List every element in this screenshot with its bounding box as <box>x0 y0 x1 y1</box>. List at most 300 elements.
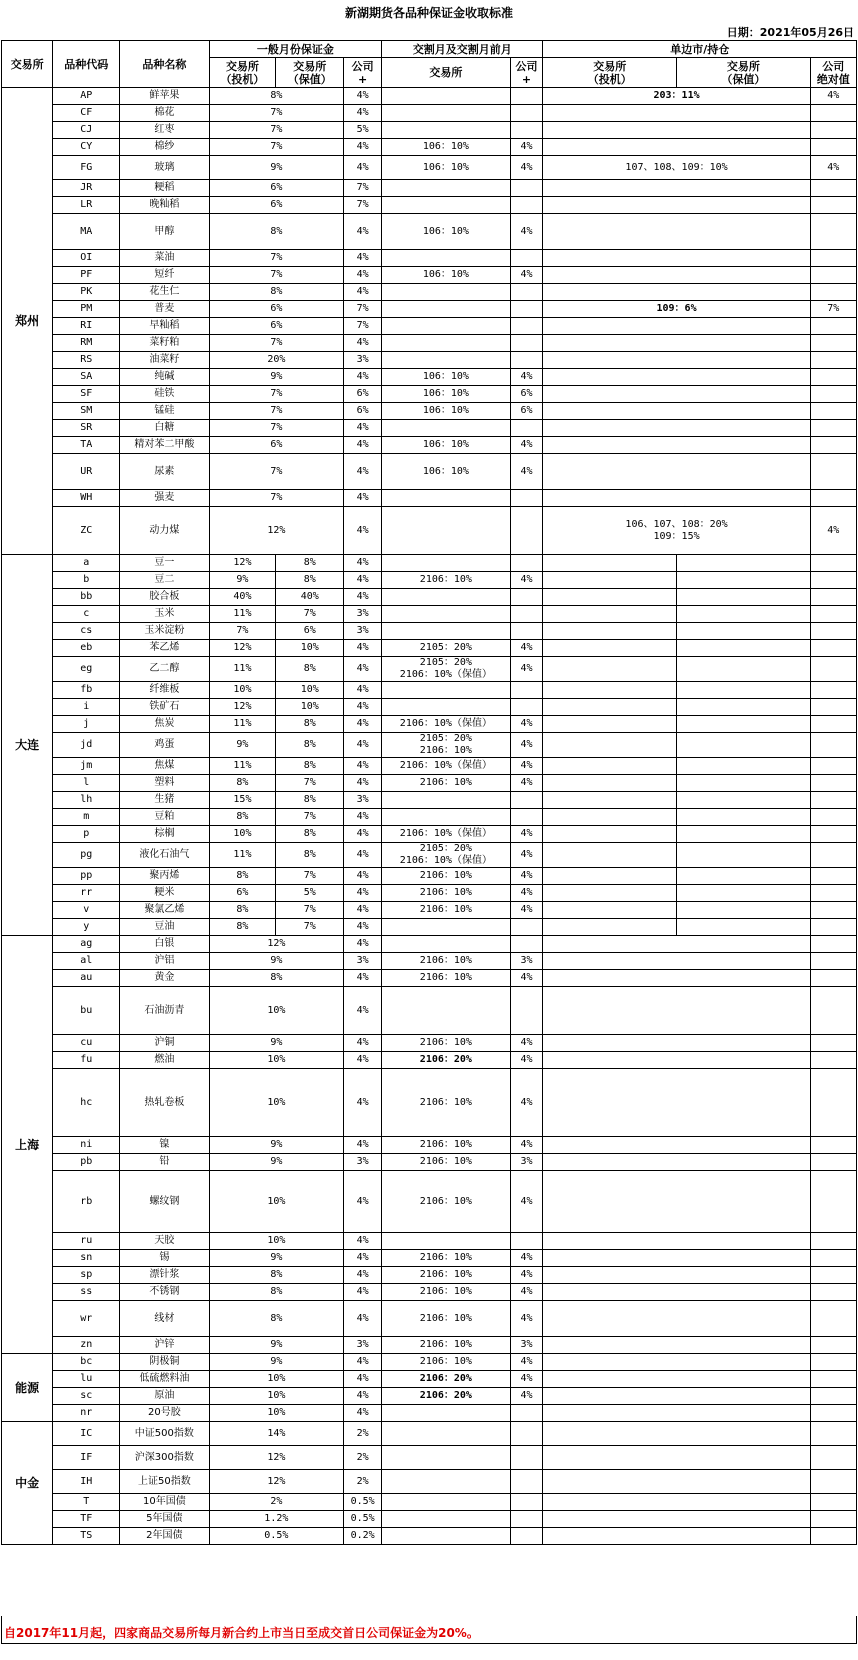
delivery-exchange-cell <box>382 180 510 197</box>
spec-margin-cell: 11% <box>209 758 276 775</box>
unilateral-company-cell <box>810 180 856 197</box>
unilateral-company-cell <box>810 1267 856 1284</box>
hedge-margin-cell: 8% <box>276 555 344 572</box>
unilateral-company-cell <box>810 437 856 454</box>
unilateral-company-cell <box>810 403 856 420</box>
company-plus-cell: 0.5% <box>344 1511 382 1528</box>
exchange-margin-cell: 7% <box>209 267 344 284</box>
spec-margin-cell: 9% <box>209 572 276 589</box>
delivery-company-cell: 4% <box>510 572 543 589</box>
delivery-exchange-cell: 2106：10% <box>382 902 510 919</box>
exchange-margin-cell: 8% <box>209 284 344 301</box>
unilateral-exchange-cell <box>543 970 810 987</box>
company-plus-cell: 4% <box>344 775 382 792</box>
name-cell: 粳米 <box>120 885 209 902</box>
delivery-company-cell: 3% <box>510 1337 543 1354</box>
code-cell: sp <box>53 1267 120 1284</box>
table-row <box>2 1337 857 1354</box>
code-cell: zn <box>53 1337 120 1354</box>
unilateral-company-cell <box>810 733 856 758</box>
unilateral-spec-cell <box>543 919 677 936</box>
company-plus-cell: 6% <box>344 403 382 420</box>
unilateral-company-cell <box>810 420 856 437</box>
name-cell: 鸡蛋 <box>120 733 209 758</box>
exchange-margin-cell: 7% <box>209 335 344 352</box>
code-cell: m <box>53 809 120 826</box>
table-row <box>2 335 857 352</box>
company-plus-cell: 4% <box>344 699 382 716</box>
name-cell: 豆二 <box>120 572 209 589</box>
unilateral-company-cell <box>810 1137 856 1154</box>
table-row <box>2 1422 857 1446</box>
code-cell: cs <box>53 623 120 640</box>
name-cell: 玻璃 <box>120 156 209 180</box>
unilateral-company-cell <box>810 623 856 640</box>
table-row <box>2 657 857 682</box>
table-row <box>2 953 857 970</box>
table-row <box>2 1267 857 1284</box>
code-cell: AP <box>53 88 120 105</box>
table-row <box>2 1388 857 1405</box>
delivery-company-cell <box>510 1405 543 1422</box>
company-plus-cell: 7% <box>344 318 382 335</box>
name-cell: 纤维板 <box>120 682 209 699</box>
company-plus-cell: 4% <box>344 555 382 572</box>
spec-margin-cell: 15% <box>209 792 276 809</box>
header-unilateral-hedge: 交易所 （保值） <box>677 58 811 88</box>
unilateral-exchange-cell <box>543 1422 810 1446</box>
unilateral-company-cell <box>810 1528 856 1545</box>
company-plus-cell: 6% <box>344 386 382 403</box>
code-cell: RS <box>53 352 120 369</box>
company-plus-cell: 4% <box>344 267 382 284</box>
delivery-company-cell <box>510 420 543 437</box>
hedge-margin-cell: 7% <box>276 868 344 885</box>
unilateral-company-cell <box>810 267 856 284</box>
delivery-exchange-cell <box>382 1470 510 1494</box>
unilateral-exchange-cell <box>543 1137 810 1154</box>
table-row <box>2 843 857 868</box>
table-row <box>2 699 857 716</box>
table-row <box>2 1284 857 1301</box>
company-plus-cell: 7% <box>344 180 382 197</box>
table-row <box>2 1494 857 1511</box>
name-cell: 20号胶 <box>120 1405 209 1422</box>
table-row <box>2 589 857 606</box>
company-plus-cell: 0.5% <box>344 1494 382 1511</box>
table-row <box>2 105 857 122</box>
delivery-exchange-cell: 106：10% <box>382 437 510 454</box>
name-cell: 动力煤 <box>120 507 209 555</box>
unilateral-company-cell <box>810 139 856 156</box>
delivery-exchange-cell: 2106：10% <box>382 1035 510 1052</box>
name-cell: 菜籽粕 <box>120 335 209 352</box>
code-cell: LR <box>53 197 120 214</box>
code-cell: rb <box>53 1171 120 1233</box>
name-cell: 原油 <box>120 1388 209 1405</box>
delivery-company-cell: 4% <box>510 885 543 902</box>
company-plus-cell: 4% <box>344 970 382 987</box>
delivery-exchange-cell <box>382 1446 510 1470</box>
unilateral-company-cell <box>810 1446 856 1470</box>
table-row <box>2 1446 857 1470</box>
table-row <box>2 1511 857 1528</box>
unilateral-exchange-cell <box>543 1069 810 1137</box>
unilateral-hedge-cell <box>677 775 811 792</box>
unilateral-exchange-cell <box>543 1494 810 1511</box>
delivery-company-cell: 4% <box>510 1301 543 1337</box>
delivery-exchange-cell <box>382 507 510 555</box>
unilateral-exchange-cell <box>543 1354 810 1371</box>
delivery-company-cell: 4% <box>510 1354 543 1371</box>
name-cell: 沪锌 <box>120 1337 209 1354</box>
code-cell: SM <box>53 403 120 420</box>
unilateral-exchange-cell <box>543 1171 810 1233</box>
unilateral-spec-cell <box>543 826 677 843</box>
delivery-company-cell <box>510 809 543 826</box>
code-cell: ag <box>53 936 120 953</box>
unilateral-spec-cell <box>543 792 677 809</box>
code-cell: c <box>53 606 120 623</box>
name-cell: 胶合板 <box>120 589 209 606</box>
delivery-exchange-cell <box>382 301 510 318</box>
unilateral-company-cell <box>810 369 856 386</box>
header-company-plus: 公司 + <box>344 58 382 88</box>
header-general-margin: 一般月份保证金 <box>209 41 382 58</box>
spec-margin-cell: 8% <box>209 809 276 826</box>
delivery-exchange-cell: 2105：20% 2106：10%（保值） <box>382 843 510 868</box>
name-cell: 液化石油气 <box>120 843 209 868</box>
header-exchange-spec: 交易所 （投机） <box>209 58 276 88</box>
company-plus-cell: 3% <box>344 953 382 970</box>
company-plus-cell: 4% <box>344 214 382 250</box>
unilateral-hedge-cell <box>677 826 811 843</box>
name-cell: 短纤 <box>120 267 209 284</box>
unilateral-hedge-cell <box>677 657 811 682</box>
code-cell: hc <box>53 1069 120 1137</box>
unilateral-spec-cell <box>543 699 677 716</box>
code-cell: fu <box>53 1052 120 1069</box>
delivery-exchange-cell: 2106：10%（保值） <box>382 758 510 775</box>
delivery-exchange-cell: 2106：10% <box>382 970 510 987</box>
delivery-exchange-cell: 2106：20% <box>382 1371 510 1388</box>
table-row <box>2 180 857 197</box>
unilateral-exchange-cell <box>543 197 810 214</box>
unilateral-exchange-cell <box>543 250 810 267</box>
unilateral-exchange-cell <box>543 936 810 953</box>
unilateral-company-cell <box>810 318 856 335</box>
unilateral-spec-cell <box>543 809 677 826</box>
code-cell: T <box>53 1494 120 1511</box>
spec-margin-cell: 8% <box>209 868 276 885</box>
delivery-exchange-cell: 2105：20% 2106：10% <box>382 733 510 758</box>
company-plus-cell: 4% <box>344 936 382 953</box>
unilateral-exchange-cell <box>543 1405 810 1422</box>
unilateral-exchange-cell <box>543 1154 810 1171</box>
table-row <box>2 640 857 657</box>
hedge-margin-cell: 7% <box>276 902 344 919</box>
exchange-margin-cell: 12% <box>209 1470 344 1494</box>
unilateral-hedge-cell <box>677 809 811 826</box>
unilateral-company-cell <box>810 1494 856 1511</box>
company-plus-cell: 4% <box>344 420 382 437</box>
unilateral-hedge-cell <box>677 606 811 623</box>
table-row <box>2 1171 857 1233</box>
table-row <box>2 267 857 284</box>
spec-margin-cell: 12% <box>209 640 276 657</box>
delivery-company-cell <box>510 122 543 139</box>
unilateral-exchange-cell <box>543 437 810 454</box>
exchange-margin-cell: 7% <box>209 490 344 507</box>
exchange-margin-cell: 10% <box>209 1405 344 1422</box>
exchange-cell: 大连 <box>2 555 53 936</box>
company-plus-cell: 4% <box>344 335 382 352</box>
hedge-margin-cell: 10% <box>276 640 344 657</box>
delivery-exchange-cell <box>382 682 510 699</box>
table-row <box>2 88 857 105</box>
spec-margin-cell: 6% <box>209 885 276 902</box>
table-row <box>2 758 857 775</box>
company-plus-cell: 4% <box>344 885 382 902</box>
unilateral-company-cell <box>810 1371 856 1388</box>
unilateral-exchange-cell <box>543 454 810 490</box>
unilateral-exchange-cell <box>543 1446 810 1470</box>
code-cell: FG <box>53 156 120 180</box>
exchange-margin-cell: 9% <box>209 156 344 180</box>
table-row <box>2 386 857 403</box>
code-cell: ru <box>53 1233 120 1250</box>
unilateral-hedge-cell <box>677 555 811 572</box>
name-cell: 线材 <box>120 1301 209 1337</box>
name-cell: 聚丙烯 <box>120 868 209 885</box>
name-cell: 菜油 <box>120 250 209 267</box>
name-cell: 乙二醇 <box>120 657 209 682</box>
unilateral-spec-cell <box>543 716 677 733</box>
unilateral-hedge-cell <box>677 572 811 589</box>
name-cell: 2年国债 <box>120 1528 209 1545</box>
unilateral-exchange-cell <box>543 284 810 301</box>
code-cell: nr <box>53 1405 120 1422</box>
exchange-margin-cell: 7% <box>209 420 344 437</box>
unilateral-company-cell <box>810 885 856 902</box>
company-plus-cell: 4% <box>344 1267 382 1284</box>
company-plus-cell: 4% <box>344 640 382 657</box>
table-row <box>2 1354 857 1371</box>
table-row <box>2 1301 857 1337</box>
name-cell: 不锈钢 <box>120 1284 209 1301</box>
unilateral-company-cell <box>810 1405 856 1422</box>
unilateral-company-cell <box>810 284 856 301</box>
unilateral-company-cell <box>810 682 856 699</box>
spec-margin-cell: 8% <box>209 902 276 919</box>
unilateral-company-cell <box>810 775 856 792</box>
unilateral-company-cell <box>810 589 856 606</box>
table-row <box>2 122 857 139</box>
delivery-company-cell <box>510 1233 543 1250</box>
exchange-margin-cell: 9% <box>209 1154 344 1171</box>
company-plus-cell: 4% <box>344 1250 382 1267</box>
unilateral-exchange-cell <box>543 1267 810 1284</box>
delivery-exchange-cell <box>382 936 510 953</box>
delivery-company-cell: 4% <box>510 1388 543 1405</box>
company-plus-cell: 4% <box>344 1388 382 1405</box>
code-cell: pp <box>53 868 120 885</box>
delivery-company-cell <box>510 1422 543 1446</box>
delivery-company-cell: 4% <box>510 826 543 843</box>
exchange-margin-cell: 10% <box>209 1233 344 1250</box>
unilateral-hedge-cell <box>677 589 811 606</box>
header-delivery-month: 交割月及交割月前月 <box>382 41 543 58</box>
company-plus-cell: 4% <box>344 454 382 490</box>
unilateral-company-cell <box>810 606 856 623</box>
exchange-margin-cell: 9% <box>209 953 344 970</box>
name-cell: 石油沥青 <box>120 987 209 1035</box>
code-cell: fb <box>53 682 120 699</box>
unilateral-hedge-cell <box>677 843 811 868</box>
code-cell: PK <box>53 284 120 301</box>
delivery-company-cell: 4% <box>510 1171 543 1233</box>
delivery-company-cell <box>510 335 543 352</box>
exchange-margin-cell: 9% <box>209 1035 344 1052</box>
company-plus-cell: 4% <box>344 437 382 454</box>
delivery-exchange-cell: 106：10% <box>382 214 510 250</box>
code-cell: jm <box>53 758 120 775</box>
code-cell: eg <box>53 657 120 682</box>
code-cell: UR <box>53 454 120 490</box>
header-delivery-company: 公司 + <box>510 58 543 88</box>
code-cell: a <box>53 555 120 572</box>
unilateral-exchange-cell <box>543 987 810 1035</box>
exchange-margin-cell: 7% <box>209 122 344 139</box>
exchange-margin-cell: 8% <box>209 1267 344 1284</box>
name-cell: 铁矿石 <box>120 699 209 716</box>
name-cell: 玉米淀粉 <box>120 623 209 640</box>
unilateral-company-cell <box>810 1388 856 1405</box>
unilateral-spec-cell <box>543 623 677 640</box>
company-plus-cell: 3% <box>344 606 382 623</box>
exchange-margin-cell: 9% <box>209 1337 344 1354</box>
delivery-company-cell <box>510 1511 543 1528</box>
unilateral-exchange-cell <box>543 1470 810 1494</box>
company-plus-cell: 4% <box>344 105 382 122</box>
unilateral-exchange-cell <box>543 1371 810 1388</box>
table-row <box>2 1405 857 1422</box>
unilateral-company-cell: 4% <box>810 156 856 180</box>
delivery-exchange-cell <box>382 606 510 623</box>
name-cell: 焦煤 <box>120 758 209 775</box>
company-plus-cell: 7% <box>344 197 382 214</box>
code-cell: PF <box>53 267 120 284</box>
spec-margin-cell: 11% <box>209 657 276 682</box>
company-plus-cell: 4% <box>344 657 382 682</box>
spec-margin-cell: 8% <box>209 919 276 936</box>
hedge-margin-cell: 10% <box>276 682 344 699</box>
company-plus-cell: 4% <box>344 868 382 885</box>
company-plus-cell: 4% <box>344 758 382 775</box>
code-cell: au <box>53 970 120 987</box>
unilateral-hedge-cell <box>677 919 811 936</box>
delivery-exchange-cell: 2106：10% <box>382 1069 510 1137</box>
delivery-exchange-cell <box>382 1494 510 1511</box>
exchange-margin-cell: 1.2% <box>209 1511 344 1528</box>
name-cell: 沪深300指数 <box>120 1446 209 1470</box>
company-plus-cell: 4% <box>344 139 382 156</box>
code-cell: b <box>53 572 120 589</box>
unilateral-hedge-cell <box>677 716 811 733</box>
delivery-company-cell <box>510 589 543 606</box>
spec-margin-cell: 12% <box>209 699 276 716</box>
company-plus-cell: 4% <box>344 843 382 868</box>
name-cell: 聚氯乙烯 <box>120 902 209 919</box>
table-row <box>2 775 857 792</box>
code-cell: SF <box>53 386 120 403</box>
company-plus-cell: 4% <box>344 826 382 843</box>
code-cell: bu <box>53 987 120 1035</box>
unilateral-exchange-cell <box>543 318 810 335</box>
delivery-company-cell <box>510 352 543 369</box>
company-plus-cell: 4% <box>344 1171 382 1233</box>
unilateral-company-cell <box>810 386 856 403</box>
delivery-company-cell <box>510 936 543 953</box>
sheet-title: 新湖期货各品种保证金收取标准 <box>344 6 513 20</box>
name-cell: 铅 <box>120 1154 209 1171</box>
delivery-company-cell: 4% <box>510 758 543 775</box>
unilateral-spec-cell <box>543 606 677 623</box>
delivery-exchange-cell <box>382 792 510 809</box>
name-cell: 玉米 <box>120 606 209 623</box>
delivery-exchange-cell <box>382 1405 510 1422</box>
delivery-company-cell: 4% <box>510 156 543 180</box>
unilateral-exchange-cell <box>543 1035 810 1052</box>
code-cell: rr <box>53 885 120 902</box>
exchange-margin-cell: 6% <box>209 197 344 214</box>
table-row <box>2 919 857 936</box>
header-unilateral-spec: 交易所 （投机） <box>543 58 677 88</box>
unilateral-company-cell <box>810 250 856 267</box>
table-row <box>2 403 857 420</box>
exchange-margin-cell: 7% <box>209 403 344 420</box>
delivery-exchange-cell <box>382 987 510 1035</box>
header-delivery-exchange: 交易所 <box>382 58 510 88</box>
exchange-cell: 郑州 <box>2 88 53 555</box>
delivery-exchange-cell: 2106：10% <box>382 1337 510 1354</box>
unilateral-exchange-cell <box>543 1511 810 1528</box>
unilateral-hedge-cell <box>677 758 811 775</box>
table-row <box>2 606 857 623</box>
delivery-company-cell <box>510 1494 543 1511</box>
delivery-company-cell: 6% <box>510 403 543 420</box>
name-cell: 5年国债 <box>120 1511 209 1528</box>
unilateral-company-cell <box>810 902 856 919</box>
table-row <box>2 197 857 214</box>
name-cell: 普麦 <box>120 301 209 318</box>
table-row <box>2 507 857 555</box>
spec-margin-cell: 7% <box>209 623 276 640</box>
table-row <box>2 301 857 318</box>
unilateral-company-cell <box>810 1035 856 1052</box>
delivery-exchange-cell <box>382 284 510 301</box>
header-name: 品种名称 <box>120 41 209 88</box>
sheet-date: 日期：2021年05月26日 <box>726 26 854 39</box>
unilateral-exchange-cell <box>543 403 810 420</box>
name-cell: 白糖 <box>120 420 209 437</box>
name-cell: 沪铝 <box>120 953 209 970</box>
unilateral-exchange-cell <box>543 1250 810 1267</box>
delivery-exchange-cell: 106：10% <box>382 139 510 156</box>
exchange-margin-cell: 20% <box>209 352 344 369</box>
delivery-exchange-cell <box>382 88 510 105</box>
delivery-company-cell <box>510 197 543 214</box>
